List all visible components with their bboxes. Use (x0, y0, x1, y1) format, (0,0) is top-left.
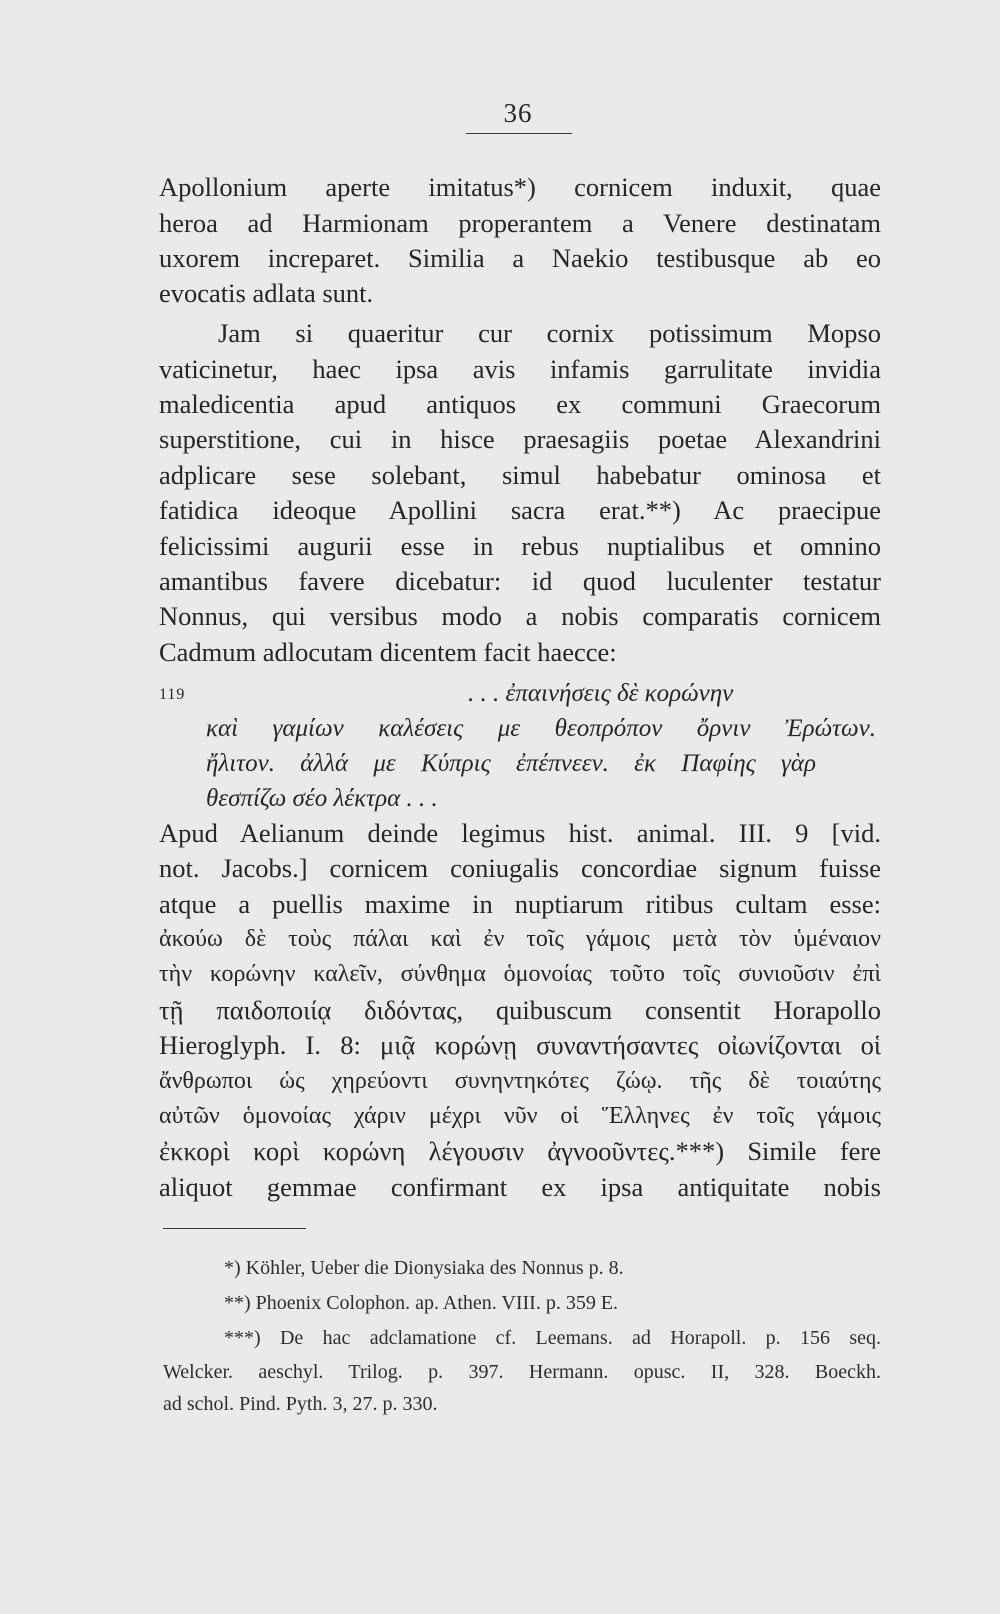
footnote: ***) De hac adclamatione cf. Leemans. ad Horapoll. p. 156 seq. (224, 1327, 881, 1349)
text-line: αὐτῶν ὁμονοίας χάριν μέχρι νῦν οἱ Ἕλληνες ἐν τοῖς γάμοις (159, 1103, 881, 1129)
text-line: Apud Aelianum deinde legimus hist. animal. III. 9 [vid. (159, 818, 881, 848)
footnote: ad schol. Pind. Pyth. 3, 27. p. 330. (163, 1393, 438, 1415)
text-line: felicissimi augurii esse in rebus nuptialibus et omnino (159, 531, 881, 561)
text-line: evocatis adlata sunt. (159, 278, 374, 308)
text-line: maledicentia apud antiquos ex communi Graecorum (159, 389, 881, 419)
text-line: atque a puellis maxime in nuptiarum ritibus cultam esse: (159, 889, 881, 919)
footnote-rule (163, 1228, 306, 1229)
text-line: Jam si quaeritur cur cornix potissimum Mopso (218, 318, 881, 348)
text-line: Hieroglyph. I. 8: μιᾷ κορώνῃ συναντήσαντες οἰωνίζονται οἱ (159, 1030, 881, 1060)
text-line: not. Jacobs.] cornicem coniugalis concordiae signum fuisse (159, 853, 881, 883)
verse-line: καὶ γαμίων καλέσεις με θεοπρόπον ὄρνιν Ἐρώτων. (206, 715, 876, 742)
verse-number: 119 (159, 686, 186, 703)
text-line: superstitione, cui in hisce praesagiis poetae Alexandrini (159, 424, 881, 454)
text-line: τῇ παιδοποιίᾳ διδόντας, quibuscum consentit Horapollo (159, 995, 881, 1025)
text-line: ἄνθρωποι ὡς χηρεύοντι συνηντηκότες ζώῳ. τῆς δὲ τοιαύτης (159, 1068, 881, 1094)
text-line: ἀκούω δὲ τοὺς πάλαι καὶ ἐν τοῖς γάμοις μετὰ τὸν ὑμέναιον (159, 926, 881, 952)
text-line: uxorem increparet. Similia a Naekio testibusque ab eo (159, 243, 881, 273)
footnote: *) Köhler, Ueber die Dionysiaka des Nonnus p. 8. (224, 1257, 624, 1279)
text-line: heroa ad Harmionam properantem a Venere destinatam (159, 208, 881, 238)
text-line: Nonnus, qui versibus modo a nobis comparatis cornicem (159, 601, 881, 631)
text-line: adplicare sese solebant, simul habebatur ominosa et (159, 460, 881, 490)
footnote: **) Phoenix Colophon. ap. Athen. VIII. p. 359 E. (224, 1292, 619, 1314)
text-line: fatidica ideoque Apollini sacra erat.**) Ac praecipue (159, 495, 881, 525)
text-line: ἐκκορὶ κορὶ κορώνη λέγουσιν ἀγνοοῦντες.***) Simile fere (159, 1136, 881, 1166)
text-line: amantibus favere dicebatur: id quod luculenter testatur (159, 566, 881, 596)
text-line: Apollonium aperte imitatus*) cornicem induxit, quae (159, 172, 881, 202)
page-number-rule (466, 133, 572, 134)
text-line: aliquot gemmae confirmant ex ipsa antiquitate nobis (159, 1172, 881, 1202)
verse-line: . . . ἐπαινήσεις δὲ κορώνην (468, 680, 734, 707)
text-line: vaticinetur, haec ipsa avis infamis garrulitate invidia (159, 354, 881, 384)
verse-line: θεσπίζω σέο λέκτρα . . . (206, 785, 438, 812)
footnote: Welcker. aeschyl. Trilog. p. 397. Hermann. opusc. II, 328. Boeckh. (163, 1361, 881, 1383)
verse-line: ἤλιτον. ἀλλά με Κύπρις ἐπέπνεεν. ἐκ Παφίης γὰρ (206, 750, 816, 777)
page-number: 36 (503, 98, 533, 128)
text-line: Cadmum adlocutam dicentem facit haecce: (159, 637, 617, 667)
text-line: τὴν κορώνην καλεῖν, σύνθημα ὁμονοίας τοῦτο τοῖς συνιοῦσιν ἐπὶ (159, 961, 881, 987)
